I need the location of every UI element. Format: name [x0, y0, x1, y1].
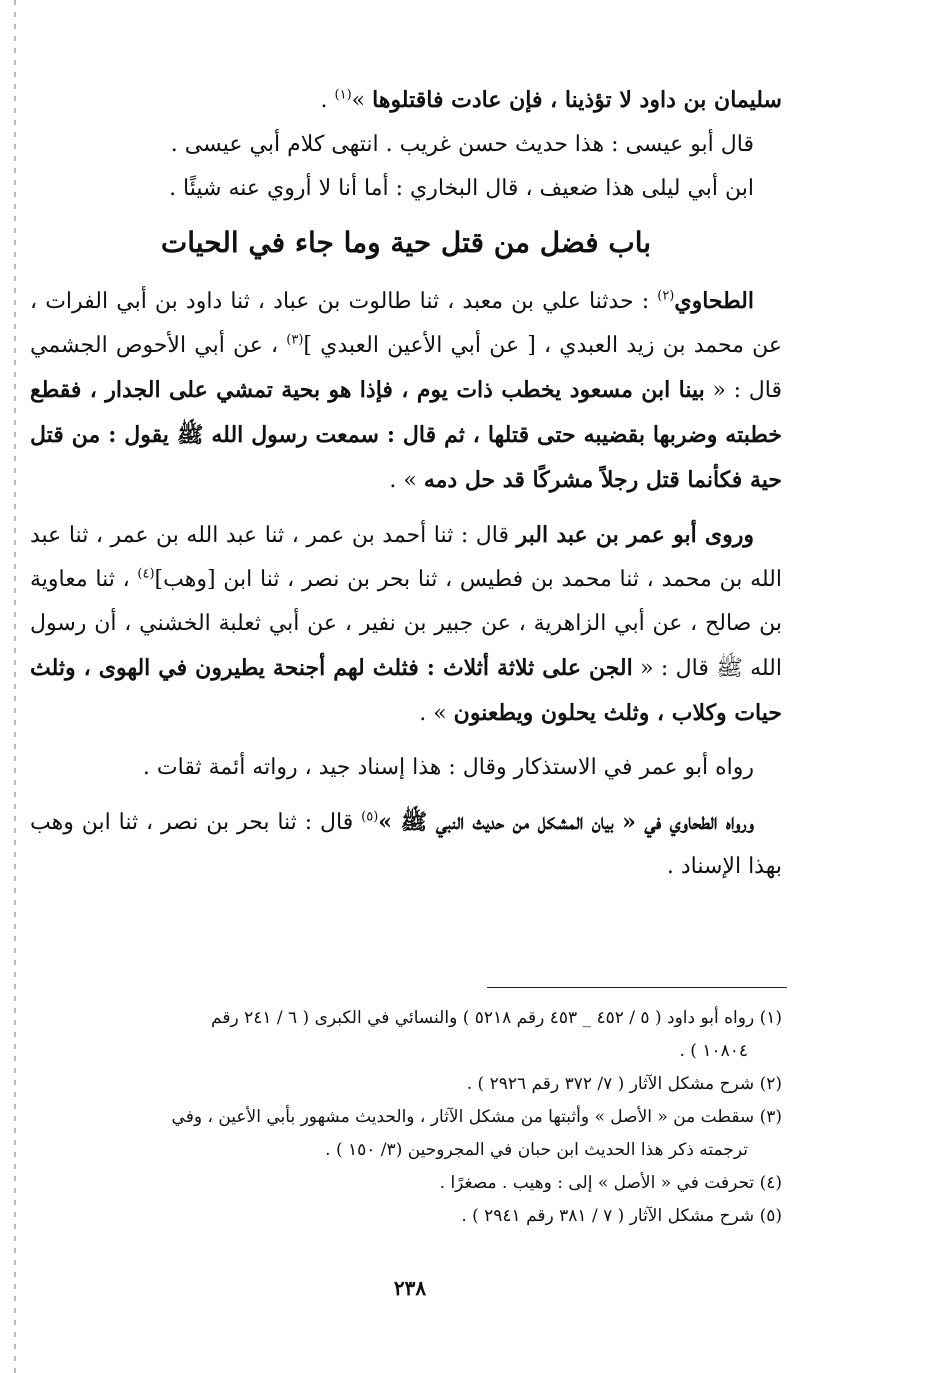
hadith-text: بينا ابن مسعود يخطب ذات يوم ، فإذا هو بحية تمشي على الجدار ، فقطع خطبته وضربها بقضيبه حتى قتلها ، ثم قال : سمعت رسول الله ﷺ يقول : من قتل حية فكأنما قتل رجلاً مشركًا قد حل دمه	[30, 377, 782, 493]
paragraph-lead: وروى أبو عمر بن عبد البر	[516, 522, 754, 548]
paragraph: رواه أبو عمر في الاستذكار وقال : هذا إسناد جيد ، رواته أئمة ثقات .	[142, 755, 754, 780]
text-line: ابن أبي ليلى هذا ضعيف ، قال البخاري : أما أنا لا أروي عنه شيئًا .	[169, 176, 754, 201]
footnote-number: (٢)	[759, 1074, 782, 1094]
footnote-ref: (٢)	[657, 288, 675, 304]
footnote	[30, 1068, 782, 1101]
footnote-number: (٥)	[759, 1206, 782, 1226]
paragraph-lead: ورواه الطحاوي في « بيان المشكل من حديث النبي ﷺ »	[378, 809, 754, 835]
footnote	[30, 1002, 782, 1035]
footnote-number: (٤)	[759, 1173, 782, 1193]
footnote	[30, 1167, 782, 1200]
quote-text: سليمان بن داود لا تؤذينا ، فإن عادت فاقتلوها	[372, 87, 782, 113]
footnote-text: شرح مشكل الآثار ( ٧ / ٣٨١ رقم ٢٩٤١ ) .	[461, 1206, 760, 1226]
footnote	[30, 1200, 782, 1233]
paragraph-end: » .	[419, 701, 454, 726]
footnote-text: سقطت من « الأصل » وأثبتها من مشكل الآثار ، والحديث مشهور بأبي الأعين ، وفي	[171, 1107, 760, 1127]
footnote-ref: (٤)	[137, 566, 155, 582]
text-line: قال أبو عيسى : هذا حديث حسن غريب . انتهى كلام أبي عيسى .	[170, 132, 754, 157]
footnote-ref: (٣)	[286, 332, 304, 348]
footnote-ref: (٥)	[361, 809, 379, 825]
footnote-ref: (١)	[334, 87, 352, 103]
quote-mark: »	[351, 88, 366, 113]
paragraph-text: : حدثنا علي بن معبد ، ثنا طالوت بن عباد ، ثنا داود بن أبي الفرات ، عن محمد بن زيد العبدي ، [ عن أبي الأعين العبدي ]	[30, 289, 782, 358]
text-line	[30, 78, 782, 123]
paragraph-text: ، عن أبي الأحوص الجشمي قال : «	[30, 333, 782, 403]
footnote-text: تحرفت في « الأصل » إلى : وهيب . مصغرًا .	[439, 1173, 760, 1193]
paragraph-text: ، ثنا معاوية بن صالح ، عن أبي الزاهرية ، عن جبير بن نفير ، عن أبي ثعلبة الخشني ، أن رسول الله ﷺ قال : «	[30, 567, 783, 681]
footnote-divider	[487, 987, 787, 988]
section-heading: باب فضل من قتل حية وما جاء في الحيات	[160, 226, 652, 259]
line-end: .	[320, 88, 335, 113]
footnote-continuation: ترجمته ذكر هذا الحديث ابن حبان في المجروحين (٣/ ١٥٠ ) .	[325, 1140, 748, 1160]
footnotes	[30, 1002, 782, 1233]
footnote	[30, 1101, 782, 1134]
paragraph-text: قال : ثنا بحر بن نصر ، ثنا ابن وهب بهذا الإسناد .	[30, 810, 782, 879]
footnote-text: رواه أبو داود ( ٥ / ٤٥٢ _ ٤٥٣ رقم ٥٢١٨ ) والنسائي في الكبرى ( ٦ / ٢٤١ رقم	[211, 1008, 760, 1028]
footnote-continuation: ١٠٨٠٤ ) .	[679, 1041, 748, 1061]
paragraph-lead: الطحاوي	[674, 288, 754, 314]
hadith-text: الجن على ثلاثة أثلاث : فثلث لهم أجنحة يطيرون في الهوى ، وثلث حيات وكلاب ، وثلث يحلون ويطعنون	[30, 655, 782, 726]
footnote-number: (١)	[759, 1008, 782, 1028]
footnote-number: (٣)	[759, 1107, 782, 1127]
scan-margin	[14, 0, 16, 1373]
paragraph	[30, 279, 782, 503]
paragraph	[30, 513, 782, 736]
page-number: ٢٣٨	[393, 1276, 427, 1300]
page-body	[30, 78, 782, 899]
footnote-text: شرح مشكل الآثار ( ٧/ ٣٧٢ رقم ٢٩٢٦ ) .	[466, 1074, 760, 1094]
paragraph-text: قال : ثنا أحمد بن عمر ، ثنا عبد الله بن عمر ، ثنا عبد الله بن محمد ، ثنا محمد بن فطيس ، ثنا بحر بن نصر ، ثنا ابن [وهب]	[30, 523, 782, 592]
paragraph-end: » .	[389, 468, 424, 493]
paragraph	[30, 800, 782, 889]
